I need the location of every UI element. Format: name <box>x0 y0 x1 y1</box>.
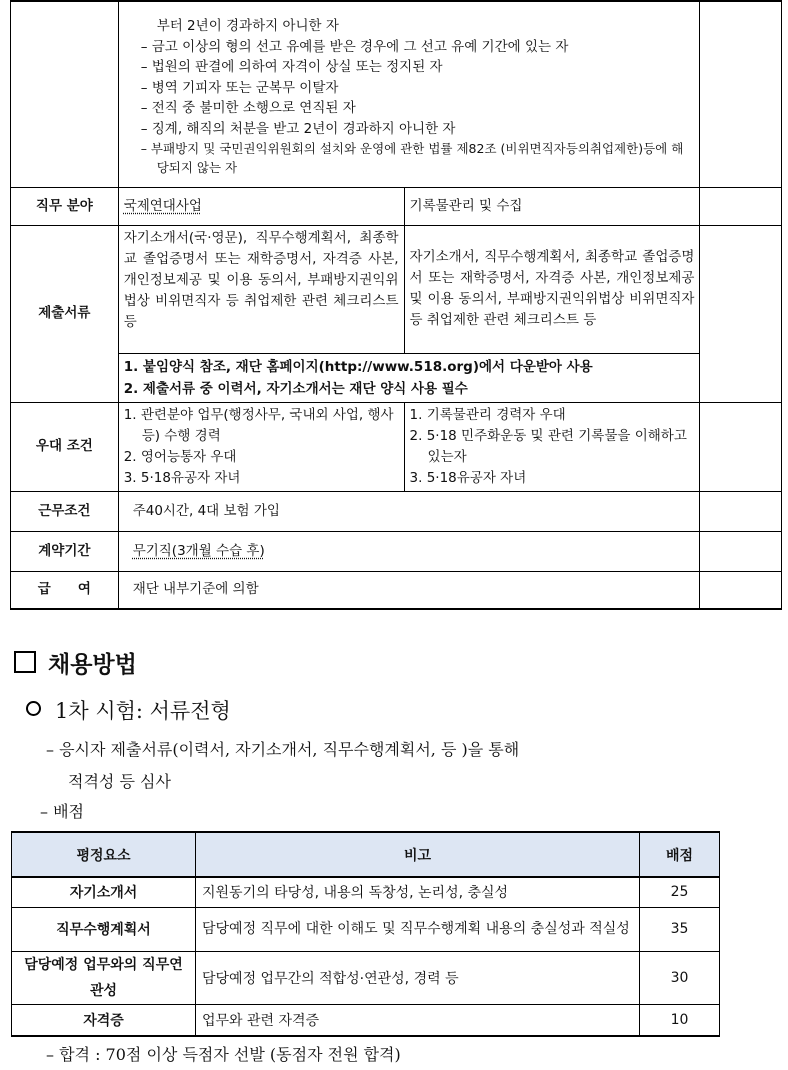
score-header-item: 평정요소 <box>12 832 196 877</box>
empty-cell <box>700 402 782 491</box>
preference-item: 1. 관련분야 업무(행정사무, 국내외 사업, 행사 등) 수행 경력 <box>123 406 394 444</box>
score-header-note: 비고 <box>196 832 640 877</box>
score-value: 10 <box>640 1004 720 1036</box>
score-note: 업무와 관련 자격증 <box>196 1004 640 1036</box>
documents-label: 제출서류 <box>11 225 119 402</box>
contract-label: 계약기간 <box>11 531 119 571</box>
score-table <box>11 831 720 1037</box>
empty-cell <box>700 571 782 609</box>
preference-col1 <box>118 402 404 491</box>
contract-value: 무기직(3개월 수습 후) <box>118 531 700 571</box>
pass-criteria: – 합격 : 70점 이상 득점자 선발 (동점자 전원 합격) <box>46 1045 401 1064</box>
empty-cell <box>700 531 782 571</box>
score-header-score: 배점 <box>640 832 720 877</box>
score-item: 자격증 <box>12 1004 196 1036</box>
empty-cell <box>700 225 782 402</box>
disq-line-0: 부터 2년이 경과하지 아니한 자 <box>156 18 339 34</box>
stage1-desc-line2: 적격성 등 심사 <box>68 772 171 791</box>
preference-label: 우대 조건 <box>11 402 119 491</box>
empty-cell <box>700 1 782 187</box>
disq-item: – 병역 기피자 또는 군복무 이탈자 <box>140 79 339 96</box>
checkbox-square-icon <box>14 651 36 673</box>
empty-label-cell <box>11 1 119 187</box>
preference-item: 3. 5·18유공자 자녀 <box>409 469 527 486</box>
work-conditions-label: 근무조건 <box>11 491 119 531</box>
disq-item: – 전직 중 불미한 소행으로 연직된 자 <box>140 100 356 116</box>
score-item: 직무수행계획서 <box>12 907 196 951</box>
disq-item: – 징계, 해직의 처분을 받고 2년이 경과하지 아니한 자 <box>140 120 456 137</box>
disq-item: – 법원의 판결에 의하여 자격이 상실 또는 정지된 자 <box>140 59 443 75</box>
stage1-desc-line1: – 응시자 제출서류(이력서, 자기소개서, 직무수행계획서, 등 )을 통해 <box>46 740 520 759</box>
score-item: 담당예정 업무와의 직무연관성 <box>12 951 196 1004</box>
job-posting-table <box>10 0 782 610</box>
documents-note-1: 1. 붙임양식 참조, 재단 홈페이지(http://www.518.org)에서 다운받아 사용 <box>123 358 593 375</box>
documents-col1: 자기소개서(국·영문), 직무수행계획서, 최종학교 졸업증명서 또는 재학증명서, 자격증 사본, 개인정보제공 및 이용 동의서, 부패방지권익위법상 비위면직자 등 취업제한 관련 체크리스트 등 <box>118 225 404 353</box>
preference-item: 1. 기록물관리 경력자 우대 <box>409 406 566 423</box>
empty-cell <box>700 187 782 225</box>
preference-item: 2. 5·18 민주화운동 및 관련 기록물을 이해하고 있는자 <box>409 427 687 465</box>
disq-item: – 부패방지 및 국민권익위원회의 설치와 운영에 관한 법률 제82조 (비위면직자등의취업제한)등에 해당되지 않는 자 <box>140 141 684 175</box>
score-note: 담당예정 직무에 대한 이해도 및 직무수행계획 내용의 충실성과 적실성 <box>196 907 640 951</box>
job-field-col1: 국제연대사업 <box>118 187 404 225</box>
disq-item: – 금고 이상의 형의 선고 유예를 받은 경우에 그 선고 유예 기간에 있는 자 <box>140 38 569 55</box>
score-item: 자기소개서 <box>12 877 196 907</box>
preference-col2 <box>404 402 700 491</box>
circle-bullet-icon <box>26 701 41 716</box>
empty-cell <box>700 491 782 531</box>
disqualification-list <box>118 1 700 187</box>
work-conditions-value: 주40시간, 4대 보험 가입 <box>118 491 700 531</box>
stage1-title: 1차 시험: 서류전형 <box>26 695 231 725</box>
documents-col2: 자기소개서, 직무수행계획서, 최종학교 졸업증명서 또는 재학증명서, 자격증 사본, 개인정보제공 및 이용 동의서, 부패방지권익위법상 비위면직자 등 취업제한 관련 체크리스트 등 <box>404 225 700 353</box>
job-field-col2: 기록물관리 및 수집 <box>404 187 700 225</box>
score-value: 30 <box>640 951 720 1004</box>
preference-item: 2. 영어능통자 우대 <box>123 448 237 465</box>
scoring-label: – 배점 <box>40 802 84 821</box>
preference-item: 3. 5·18유공자 자녀 <box>123 469 241 486</box>
documents-note-2: 2. 제출서류 중 이력서, 자기소개서는 재단 양식 사용 필수 <box>123 380 468 397</box>
salary-label: 급 여 <box>11 571 119 609</box>
score-note: 담당예정 업무간의 적합성·연관성, 경력 등 <box>196 951 640 1004</box>
section-title: 채용방법 <box>14 646 137 679</box>
score-value: 25 <box>640 877 720 907</box>
salary-value: 재단 내부기준에 의함 <box>118 571 700 609</box>
score-value: 35 <box>640 907 720 951</box>
score-note: 지원동기의 타당성, 내용의 독창성, 논리성, 충실성 <box>196 877 640 907</box>
job-field-label: 직무 분야 <box>11 187 119 225</box>
documents-notes <box>118 353 700 402</box>
